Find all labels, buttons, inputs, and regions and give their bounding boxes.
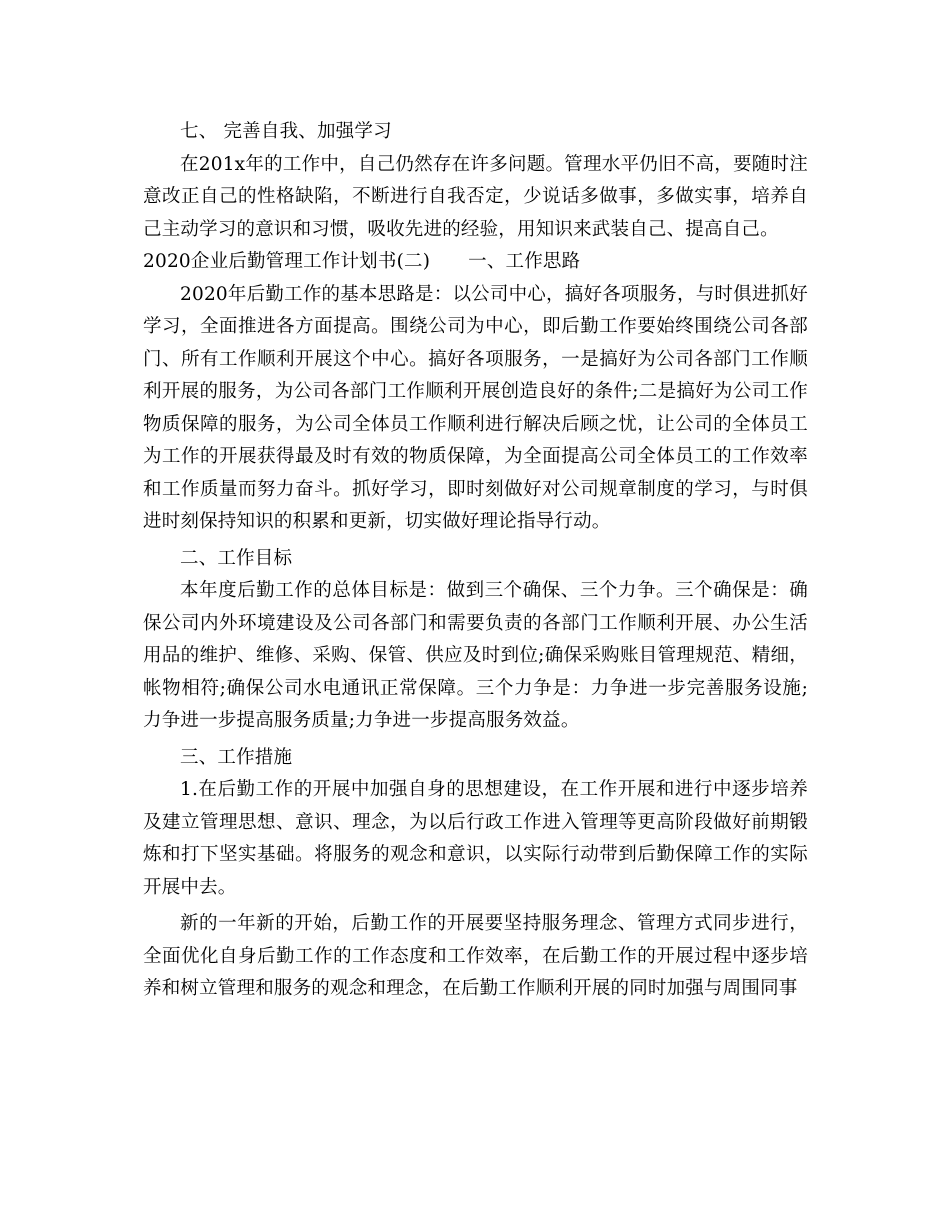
section-heading-7: 七、 完善自我、加强学习: [180, 121, 392, 142]
paragraph-work-approach: 2020年后勤工作的基本思路是：以公司中心，搞好各项服务，与时俱进抓好学习，全面推进各方面提高。围绕公司为中心，即后勤工作要始终围绕公司各部门、所有工作顺利开展这个中心。搞好各项服务，一是搞好为公司各部门工作顺利开展的服务，为公司各部门工作顺利开展创造良好的条件;二是搞好为公司工作物质保障的服务，为公司全体员工作顺利进行解决后顾之忧，让公司的全体员工为工作的开展获得最及时有效的物质保障，为全面提高公司全体员工的工作效率和工作质量而努力奋斗。抓好学习，即时刻做好对公司规章制度的学习，与时俱进时刻保持知识的积累和更新，切实做好理论指导行动。: [143, 283, 808, 532]
document-title-line: [143, 246, 808, 279]
section-heading-2: 二、工作目标: [180, 547, 293, 569]
paragraph-self-improvement: 在201x年的工作中，自己仍然存在许多问题。管理水平仍旧不高，要随时注意改正自己的性格缺陷，不断进行自我否定，少说话多做事，多做实事，培养自己主动学习的意识和习惯，吸收先进的经验，用知识来武装自己、提高自己。: [143, 153, 808, 240]
paragraph-work-goals: 本年度后勤工作的总体目标是：做到三个确保、三个力争。三个确保是：确保公司内外环境建设及公司各部门和需要负责的各部门工作顺利开展、办公生活用品的维护、维修、采购、保管、供应及时到位;确保采购账目管理规范、精细，帐物相符;确保公司水电通讯正常保障。三个力争是：力争进一步完善服务设施;力争进一步提高服务质量;力争进一步提高服务效益。: [143, 580, 808, 731]
paragraph-measure-1: 1.在后勤工作的开展中加强自身的思想建设，在工作开展和进行中逐步培养及建立管理思想、意识、理念，为以后行政工作进入管理等更高阶段做好前期锻炼和打下坚实基础。将服务的观念和意识，以实际行动带到后勤保障工作的实际开展中去。: [143, 779, 808, 898]
section-heading-1: 一、工作思路: [468, 251, 581, 272]
section-heading-3: 三、工作措施: [180, 746, 293, 768]
paragraph-new-year: 新的一年新的开始，后勤工作的开展要坚持服务理念、管理方式同步进行，全面优化自身后勤工作的工作态度和工作效率，在后勤工作的开展过程中逐步培养和树立管理和服务的观念和理念，在后勤工作顺利开展的同时加强与周围同事: [143, 913, 808, 999]
document-body: [143, 116, 808, 1006]
document-title: 2020企业后勤管理工作计划书(二): [143, 251, 431, 272]
